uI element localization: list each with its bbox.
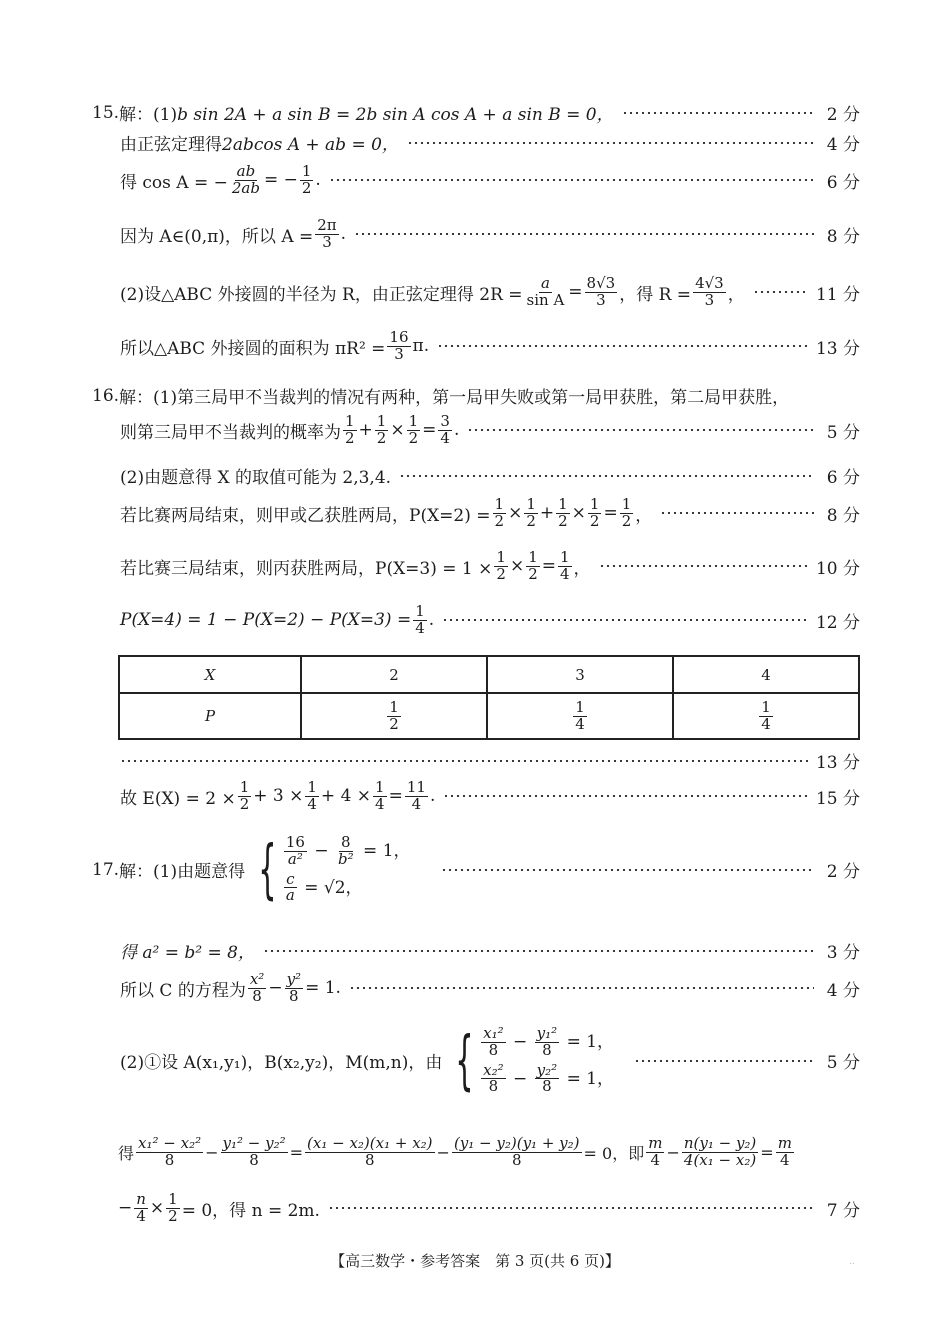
q16-l4-pre: 若比赛两局结束，则甲或乙获胜两局，P(X=2) = [120,505,491,526]
q17-l2-text: 得 a² = b² = 8， [120,943,255,963]
fraction: $\frac{1}{2}$ [496,548,506,583]
system-row: $\frac{c}{a}$ = √2， [285,869,363,905]
q16-line7 [120,748,860,773]
table-cell [673,693,859,739]
fraction: $\frac{1}{2}$ [301,162,312,197]
q15-number: 15. [92,102,120,123]
corner-mark: .. [849,1257,855,1267]
math-op: = [289,1142,304,1162]
math-op: . [429,786,436,807]
score-label: 8 分 [826,226,860,247]
dot-leader [442,619,808,621]
q15-l2-pre: 由正弦定理得 [120,135,222,155]
q16-line6 [120,604,860,637]
math-op: − [268,978,283,999]
page-footer: 【高三数学・参考答案 第 3 页(共 6 页)】 [330,1252,620,1270]
q16-l3-text: (2)由题意得 X 的取值可能为 2,3,4. [120,468,392,488]
math-op: × [149,1198,165,1219]
left-brace-icon: { [258,832,277,907]
table-cell: P [119,693,301,739]
q15-line3 [120,164,860,197]
score-label: 4 分 [826,980,860,1001]
fraction: $\frac{\text{y₂²}}{8}$ [536,1060,558,1096]
q15-line6 [120,330,860,363]
math-op: = [541,556,556,577]
fraction: $\frac{4√3}{3}$ [695,274,724,309]
fraction: $\frac{a}{\text{sin A}}$ [526,274,565,309]
math-op: = 1. [305,978,341,999]
math-op: × [390,420,405,441]
q16-line5 [120,550,860,583]
q16-number: 16. [92,385,120,406]
dot-leader [437,345,808,347]
q16-line4 [120,497,860,530]
math-op: . [453,420,460,441]
math-op: ， [573,558,591,579]
fraction: $\frac{1}{4}$ [761,697,771,733]
dot-leader [467,429,814,431]
score-label: 11 分 [815,284,860,305]
score-label: 7 分 [826,1200,860,1221]
math-op: − [118,1198,133,1219]
dot-leader [263,950,814,952]
math-op: × [508,503,523,524]
system-row: $\frac{16}{\text{a²}}$ − $\frac{8}{\text{b²}}$ = 1， [285,833,411,868]
fraction: $\frac{1}{2}$ [528,548,538,583]
dot-leader [660,512,814,514]
fraction: $\frac{1}{2}$ [589,495,600,530]
table-cell [301,693,487,739]
score-label: 6 分 [826,172,860,193]
q15-line1 [92,100,860,125]
q17-l3-pre: 所以 C 的方程为 [120,980,246,1001]
fraction: $\frac{1}{4}$ [559,548,570,583]
q16-l2-pre: 则第三局甲不当裁判的概率为 [120,422,341,443]
math-op: ， [727,284,745,305]
q15-line5 [120,276,860,309]
math-op: = [760,1142,774,1162]
math-op: = [388,786,403,807]
equation-system [444,1023,615,1098]
math-op: + 4 × [320,786,372,807]
fraction: $\frac{c}{a}$ [285,869,295,905]
q16-line1 [92,383,860,408]
math-op: = [568,282,583,303]
q15-l1-pre: 解：(1) [119,105,178,125]
table-header-cell: 4 [673,656,859,693]
math-op: − [205,1142,219,1162]
q16-l8-pre: 故 E(X) = 2 × [120,788,236,809]
fraction: $\frac{m}{4}$ [777,1134,792,1169]
q15-l3-pre: 得 cos A = − [120,172,228,193]
fraction: $\frac{\text{x₁²}}{8}$ [483,1024,504,1059]
score-label: 13 分 [815,338,860,359]
fraction: $\frac{2\pi}{3}$ [317,216,337,251]
score-label: 3 分 [826,943,860,963]
q17-line4 [120,1023,860,1098]
math-op: − [666,1142,680,1162]
score-label: 15 分 [815,788,860,809]
math-op: × [509,556,525,577]
score-label: 10 分 [815,558,860,579]
math-op: = [422,420,437,441]
dot-leader [753,291,808,293]
fraction: $\frac{8}{\text{b²}}$ [338,833,354,868]
fraction: $\frac{1}{2}$ [376,412,387,447]
fraction: $\frac{8√3}{3}$ [586,274,616,309]
fraction: $\frac{1}{4}$ [575,697,585,733]
q15-l2-math: 2abcos A + ab = 0， [222,135,399,155]
q15-l5-pre: (2)设△ABC 外接圆的半径为 R，由正弦定理得 2R = [120,284,523,305]
table-row [119,693,859,739]
math-op: π. [412,336,430,357]
fraction: $\frac{1}{2}$ [408,412,419,447]
fraction: $\frac{\text{y²}}{8}$ [286,970,302,1005]
table-header-cell: 2 [301,656,487,693]
dot-leader [599,565,808,567]
score-label: 2 分 [826,862,860,882]
q17-l4-pre: (2)①设 A(x₁,y₁)，B(x₂,y₂)，M(m,n)，由 [120,1053,443,1073]
fraction: $\frac{1}{2}$ [621,495,632,530]
fraction: $\frac{1}{4}$ [375,778,385,813]
score-label: 5 分 [826,422,860,443]
q15-l6-pre: 所以△ABC 外接圆的面积为 πR² = [120,338,386,359]
math-op: + 3 × [253,786,304,807]
fraction: $\frac{16}{\text{a²}}$ [285,833,305,868]
fraction: $\frac{1}{4}$ [307,778,317,813]
q16-l1-text: 解：(1)第三局甲不当裁判的情况有两种，第一局甲失败或第一局甲获胜，第二局甲获胜， [119,388,790,408]
fraction: $\frac{16}{3}$ [389,328,409,363]
table-header-cell: X [119,656,301,693]
score-label: 2 分 [826,105,860,125]
fraction: $\frac{1}{2}$ [239,778,250,813]
q17-line1 [92,832,860,907]
dot-leader [329,179,814,181]
math-op: ，得 R = [619,284,692,305]
math-op: ， [635,505,653,526]
q16-line8 [120,780,860,813]
dot-leader [120,760,808,762]
q15-l1-math: b sin 2A + a sin B = 2b sin A cos A + a sin B = 0， [177,105,614,125]
dot-leader [441,869,814,871]
dot-leader [328,1207,814,1209]
dot-leader [443,795,808,797]
dot-leader [399,475,814,477]
q17-line6 [118,1192,860,1225]
fraction: $\frac{11}{4}$ [406,778,426,813]
q17-line3 [120,972,860,1005]
q15-l4-pre: 因为 A∈(0,π)，所以 A = [120,226,314,247]
q16-l5-pre: 若比赛三局结束，则丙获胜两局，P(X=3) = 1 × [120,558,493,579]
left-brace-icon: { [455,1023,474,1098]
equation-system [247,832,411,907]
fraction: m 4 [648,1134,663,1169]
table-header-cell: 3 [487,656,673,693]
dot-leader [407,142,814,144]
score-label: 8 分 [826,505,860,526]
math-op: . [315,170,321,191]
q17-l1-pre: 解：(1)由题意得 [119,862,246,882]
fraction: 1 2 [345,412,355,447]
table-cell [487,693,673,739]
fraction: $\frac{1}{2}$ [558,495,568,530]
math-op: . [340,224,347,245]
math-op: = 0，得 n = 2m. [181,1200,320,1221]
fraction: $\frac{\text{n(y₁ − y₂)}}{\text{4(x₁ − x₂)}}$ [683,1134,757,1169]
math-op: + [539,503,555,524]
math-op: = − [263,170,298,191]
fraction: $\frac{1}{2}$ [526,495,536,530]
fraction: $\frac{ab}{2ab}$ [231,162,260,197]
score-label: 13 分 [815,753,860,773]
q17-line5 [118,1136,858,1169]
score-label: 6 分 [826,468,860,488]
fraction: $\frac{1}{2}$ [168,1190,178,1225]
distribution-table [118,655,860,740]
fraction: $\frac{1}{4}$ [415,602,425,637]
fraction: $\frac{\text{x₂²}}{8}$ [483,1060,504,1096]
math-op: × [571,503,586,524]
dot-leader [634,1060,814,1062]
fraction: x² 8 [249,970,265,1005]
score-label: 4 分 [826,135,860,155]
math-op: = 0，即 [583,1143,645,1163]
math-op: − [436,1142,450,1162]
q16-line3 [120,463,860,488]
math-op: . [428,610,435,631]
score-label: 12 分 [815,612,860,633]
fraction: x₁² − x₂² 8 [138,1134,202,1169]
q17-number: 17. [92,859,120,880]
table-row [119,656,859,693]
dot-leader [349,987,814,989]
q17-line2 [120,938,860,963]
fraction: $\frac{\text{(y₁ − y₂)(y₁ + y₂)}}{8}$ [453,1134,580,1169]
fraction: $\frac{\text{(x₁ − x₂)(x₁ + x₂)}}{8}$ [307,1134,433,1169]
fraction: $\frac{\text{y₁²}}{8}$ [536,1024,558,1059]
q16-line2 [120,414,860,447]
system-row: $\frac{\text{x₁²}}{8}$ − $\frac{\text{y₁²}}{8}$ = 1， [483,1024,615,1059]
fraction: $\frac{1}{2}$ [494,495,505,530]
q16-l6-pre: P(X=4) = 1 − P(X=2) − P(X=3) = [120,610,412,631]
dot-leader [354,233,814,235]
score-label: 5 分 [826,1053,860,1073]
q15-line2 [120,130,860,155]
fraction: $\frac{1}{2}$ [389,697,399,733]
fraction: $\frac{3}{4}$ [440,412,450,447]
math-op: + [358,420,373,441]
q15-line4 [120,218,860,251]
q17-l5-pre: 得 [118,1143,135,1163]
fraction: $\frac{\text{y₁² − y₂²}}{8}$ [222,1134,286,1169]
fraction: $\frac{n}{4}$ [136,1190,146,1225]
dot-leader [622,112,814,114]
math-op: = [603,503,618,524]
system-row: $\frac{\text{x₂²}}{8}$ − $\frac{\text{y₂²}}{8}$ = 1， [483,1060,615,1096]
